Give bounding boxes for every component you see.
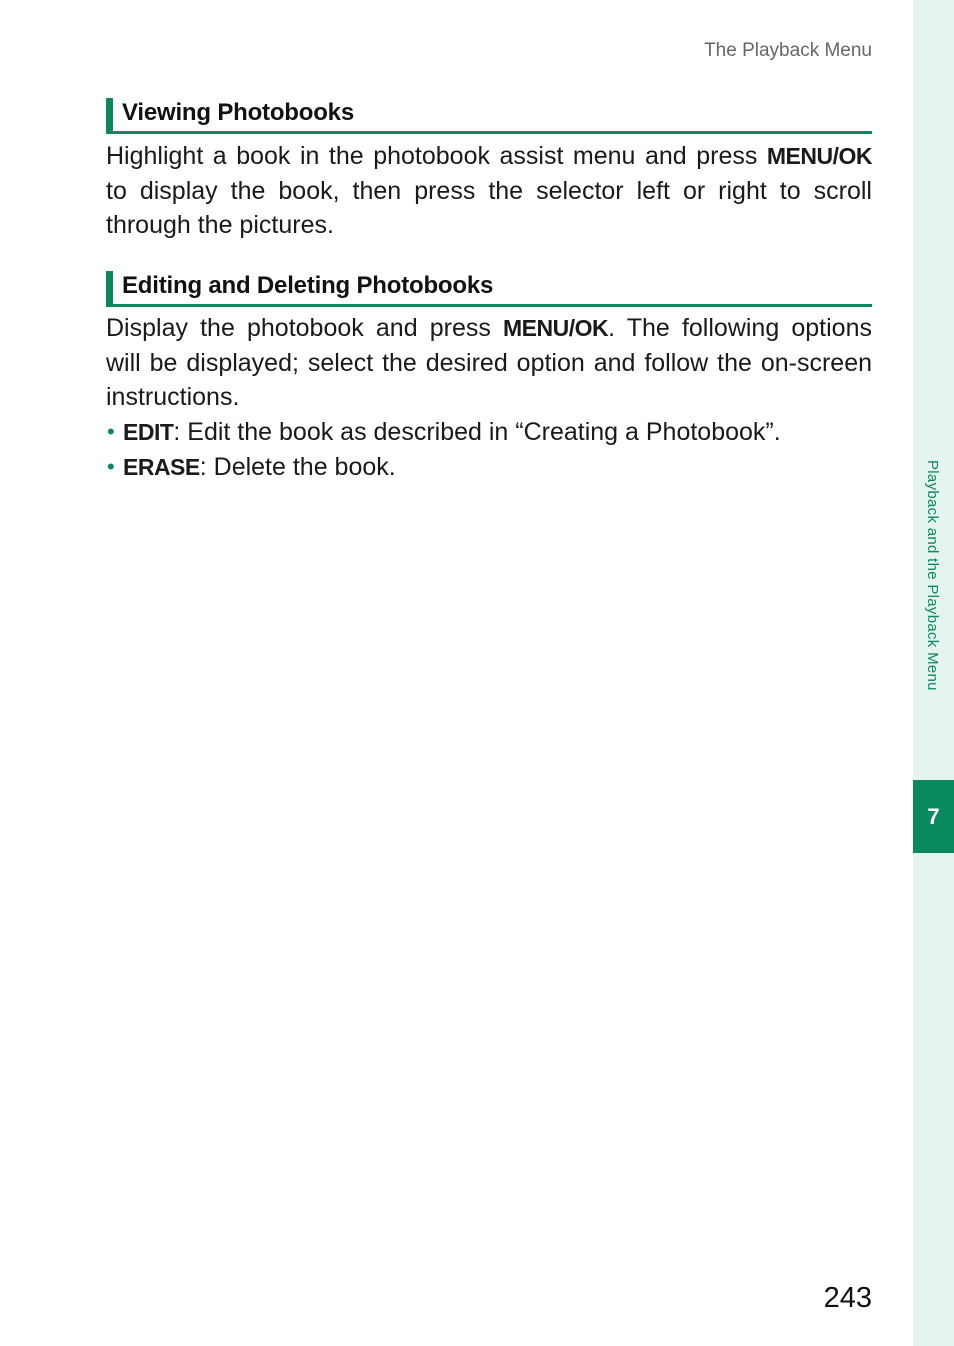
section-title: Viewing Photobooks bbox=[122, 99, 354, 126]
bullet-icon: • bbox=[107, 419, 115, 444]
paragraph-text: Display the photobook and press bbox=[106, 314, 503, 342]
paragraph-text: Highlight a book in the photobook assist menu and press bbox=[106, 142, 767, 170]
heading-accent-bar bbox=[106, 271, 113, 307]
paragraph-text: . The following options will be displayed; select the desired option and follow the on-screen instructions. bbox=[106, 314, 872, 411]
section-paragraph-viewing bbox=[106, 139, 872, 243]
option-term: EDIT bbox=[123, 419, 174, 445]
section-heading-viewing bbox=[106, 98, 872, 134]
running-head: The Playback Menu bbox=[704, 40, 872, 61]
bullet-icon: • bbox=[107, 453, 115, 479]
option-description: : Delete the book. bbox=[199, 452, 396, 481]
menu-ok-key-label: MENU/OK bbox=[503, 315, 609, 341]
section-paragraph-editing bbox=[106, 311, 872, 415]
list-item-edit bbox=[106, 415, 872, 450]
menu-ok-key-label: MENU/OK bbox=[766, 143, 872, 169]
list-item-erase bbox=[106, 450, 872, 485]
chapter-side-label: Playback and the Playback Menu bbox=[924, 460, 941, 691]
page-number: 243 bbox=[823, 1282, 872, 1314]
section-heading-editing bbox=[106, 271, 872, 307]
section-title: Editing and Deleting Photobooks bbox=[122, 272, 494, 299]
option-description: : Edit the book as described in “Creating a Photobook”. bbox=[173, 418, 781, 446]
paragraph-text: to display the book, then press the selector left or right to scroll through the pictures. bbox=[106, 176, 872, 239]
heading-accent-bar bbox=[106, 98, 113, 134]
option-list bbox=[106, 415, 872, 484]
chapter-tab: 7 bbox=[913, 780, 954, 853]
option-term: ERASE bbox=[123, 453, 200, 480]
